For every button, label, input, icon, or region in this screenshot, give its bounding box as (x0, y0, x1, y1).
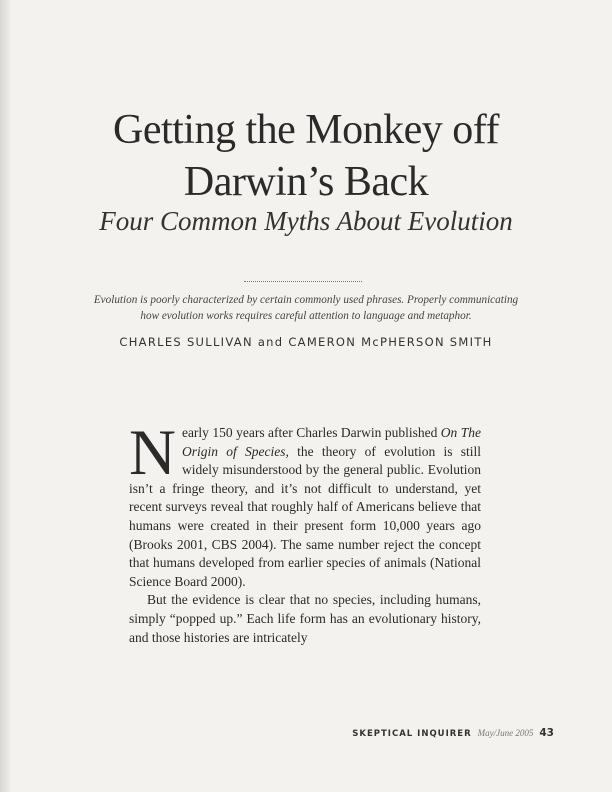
page-footer (352, 727, 554, 739)
body-paragraph-2: But the evidence is clear that no species, including humans, simply “popped up.” Each life form has an evolutionary history, and those histories are intricately (129, 592, 481, 645)
body-paragraph-1 (129, 417, 481, 591)
paragraph-1-text-a: early 150 years after Charles Darwin published (181, 425, 441, 440)
issue-date: May/June 2005 (477, 728, 534, 738)
divider-rule (244, 281, 362, 282)
drop-cap: N (129, 417, 176, 489)
article-deck (60, 293, 552, 324)
deck-line-2: how evolution works requires careful attention to language and metaphor. (140, 309, 472, 322)
deck-line-1: Evolution is poorly characterized by certain commonly used phrases. Properly communicating (93, 294, 519, 306)
article-subtitle: Four Common Myths About Evolution (99, 206, 513, 236)
title-line-2: Darwin’s Back (183, 159, 429, 205)
paragraph-1-text-b: the theory of evolution is still widely misunderstood by the general public. Evolution isn’t a fringe theory, and it’s not difficult to understand, yet recent surveys reveal that roughly half of Americans believe that humans were created in their present form 10,000 years ago (Brooks 2001, CBS 2004). The same number reject the concept that humans developed from earlier species of animals (National Science Board 2000). (129, 443, 481, 589)
article-body (129, 417, 481, 647)
magazine-name: SKEPTICAL INQUIRER (352, 729, 472, 739)
article-title (0, 104, 612, 208)
book-title-italic: On The Origin of Species, (181, 425, 481, 459)
title-line-1: Getting the Monkey off (113, 107, 499, 153)
article-authors: CHARLES SULLIVAN and CAMERON McPHERSON SMITH (119, 335, 493, 349)
page-number: 43 (539, 727, 554, 739)
